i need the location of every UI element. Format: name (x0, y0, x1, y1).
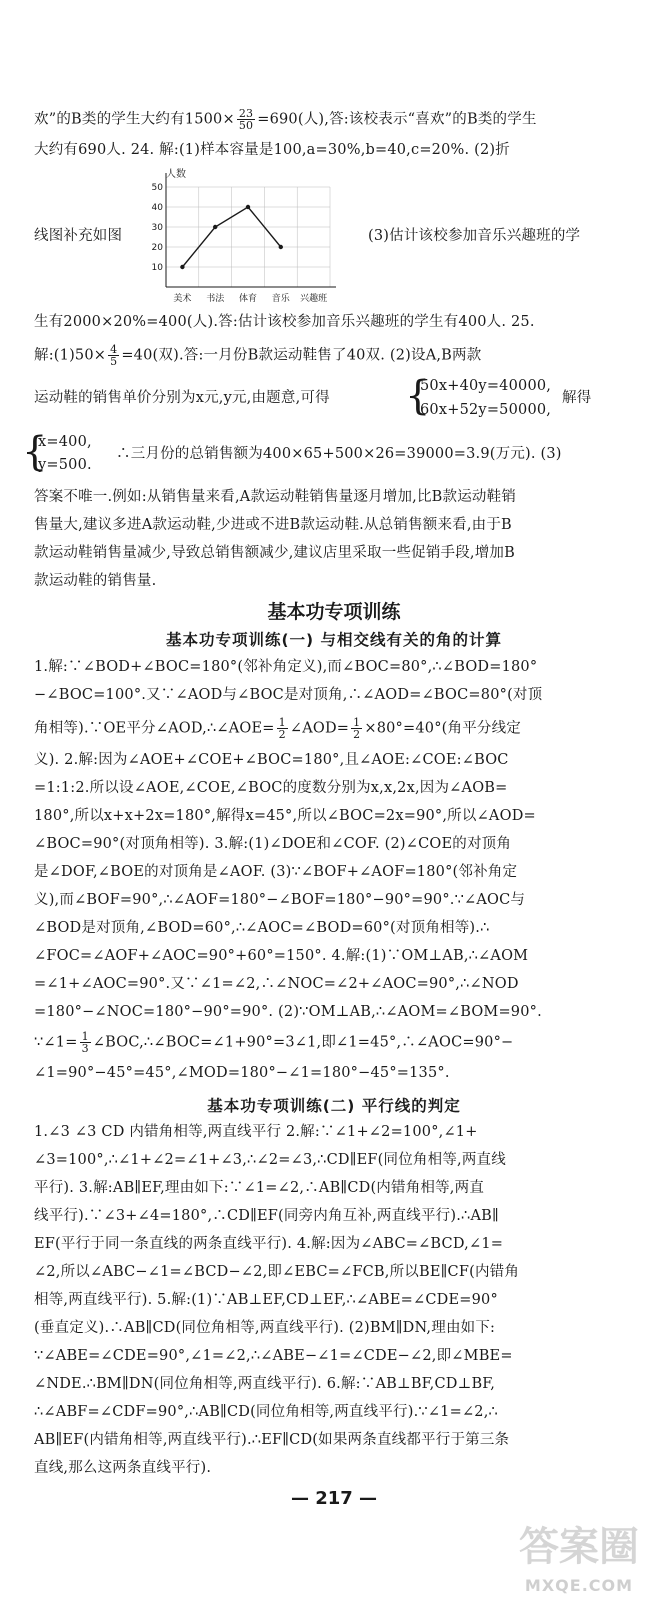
text-line: ∴∠ABF=∠CDF=90°,∴AB∥CD(同位角相等,两直线平行).∵∠1=∠2,∴ (34, 1404, 498, 1420)
text-line: ∴三月份的总销售额为400×65+500×26=39000=3.9(万元). (3) (116, 446, 562, 462)
chart-ytick-label: 10 (151, 263, 163, 273)
solution-brace: { (22, 429, 48, 475)
text-line: 款运动鞋的销售量. (34, 573, 157, 589)
text-line: =∠1+∠AOC=90°.又∵∠1=∠2,∴∠NOC=∠2+∠AOC=90°,∴∠NOD (34, 976, 519, 992)
equation: 60x+52y=50000, (420, 402, 552, 418)
subsection-title: 基本功专项训练(二) 平行线的判定 (207, 1097, 461, 1115)
watermark-glyphs: 答案圈 (519, 1524, 639, 1570)
fraction: $\frac{1}{2}$ (278, 717, 286, 740)
text-line: 是∠DOF,∠BOE的对顶角是∠AOF. (3)∵∠BOF+∠AOF=180°(邻补角定 (34, 864, 518, 880)
chart-xtick-label: 音乐 (271, 294, 290, 304)
chart-ytick-label: 40 (151, 203, 163, 213)
text-line: 大约有690人. 24. 解:(1)样本容量是100,a=30%,b=40,c=20%. (2)折 (34, 142, 510, 158)
text-line: (3)估计该校参加音乐兴趣班的学 (368, 228, 581, 244)
text-line: 相等,两直线平行). 5.解:(1)∵AB⊥EF,CD⊥EF,∴∠ABE=∠CDE=90° (34, 1292, 498, 1308)
chart-ytick-label: 30 (151, 223, 163, 233)
text-line: ∠1=90°−45°=45°,∠MOD=180°−∠1=180°−45°=135°. (34, 1065, 450, 1081)
watermark-url: MXQE.COM (524, 1576, 634, 1595)
fraction: $\frac{1}{3}$ (81, 1031, 89, 1054)
text-line: ∠3=100°,∴∠1+∠2=∠1+∠3,∴∠2=∠3,∴CD∥EF(同位角相等,两直线 (34, 1152, 506, 1168)
text-line: 义),而∠BOF=90°,∴∠AOF=180°−∠BOF=180°−90°=90°.∵∠AOC与 (34, 892, 526, 908)
chart-xtick-label: 美术 (173, 294, 192, 304)
chart-ytick-label: 50 (151, 183, 163, 193)
text-line: =1:1:2.所以设∠AOE,∠COE,∠BOC的度数分别为x,x,2x,因为∠AOB= (34, 780, 508, 796)
subsection-title: 基本功专项训练(一) 与相交线有关的角的计算 (165, 631, 503, 649)
text-line: 运动鞋的销售单价分别为x元,y元,由题意,可得 (34, 390, 330, 406)
chart-ylabel: 人数 (166, 169, 186, 180)
chart-data-point (279, 245, 283, 249)
chart-ytick-label: 20 (151, 243, 163, 253)
chart-data-point (180, 265, 184, 269)
text-line: 角相等).∵OE平分∠AOD,∴∠AOE= $\frac{1}{2}$ ∠AOD= $\frac{1}{2}$ ×80°=40°(角平分线定 (34, 717, 522, 740)
text-line: AB∥EF(内错角相等,两直线平行).∴EF∥CD(如果两条直线都平行于第三条 (34, 1432, 510, 1448)
text-line: ∠2,所以∠ABC−∠1=∠BCD−∠2,即∠EBC=∠FCB,所以BE∥CF(内错角 (34, 1264, 520, 1280)
text-line: 解得 (562, 390, 592, 406)
equation: x=400, (38, 434, 92, 450)
watermark-logo (504, 1515, 654, 1595)
text-line: ∠BOC=90°(对顶角相等). 3.解:(1)∠DOE和∠COF. (2)∠COE的对顶角 (34, 836, 512, 852)
chart-data-point (246, 205, 250, 209)
equation: y=500. (38, 457, 92, 473)
text-line: ∠BOD是对顶角,∠BOD=60°,∴∠AOC=∠BOD=60°(对顶角相等).∴ (34, 920, 490, 936)
fraction: $\frac{4}{5}$ (110, 344, 118, 367)
text-line: 款运动鞋销售量减少,导致总销售额减少,建议店里采取一些促销手段,增加B (34, 545, 515, 561)
equation-brace: { (405, 373, 431, 419)
text-line: 答案不唯一.例如:从销售量来看,A款运动鞋销售量逐月增加,比B款运动鞋销 (34, 489, 517, 505)
equation: 50x+40y=40000, (420, 378, 552, 394)
chart-xtick-label: 体育 (238, 294, 258, 304)
text-line: ∠NDE.∴BM∥DN(同位角相等,两直线平行). 6.解:∵AB⊥BF,CD⊥BF, (34, 1376, 496, 1392)
text-line: 义). 2.解:因为∠AOE+∠COE+∠BOC=180°,且∠AOE:∠COE:∠BOC (34, 752, 509, 768)
text-line: EF(平行于同一条直线的两条直线平行). 4.解:因为∠ABC=∠BCD,∠1= (34, 1236, 504, 1252)
text-line: 直线,那么这两条直线平行). (34, 1460, 212, 1476)
text-line: 1.∠3 ∠3 CD 内错角相等,两直线平行 2.解:∵∠1+∠2=100°,∠1+ (34, 1124, 478, 1140)
text-line: 线平行).∵∠3+∠4=180°,∴CD∥EF(同旁内角互补,两直线平行).∴AB∥ (34, 1208, 499, 1224)
chart-xtick-label: 书法 (206, 294, 225, 304)
chart-data-point (213, 225, 217, 229)
text-line: 生有2000×20%=400(人).答:估计该校参加音乐兴趣班的学生有400人. 25. (34, 314, 535, 330)
text-line: ∠FOC=∠AOF+∠AOC=90°+60°=150°. 4.解:(1)∵OM⊥AB,∴∠AOM (34, 948, 529, 964)
text-line: 平行). 3.解:AB∥EF,理由如下:∵∠1=∠2,∴AB∥CD(内错角相等,两直 (34, 1180, 485, 1196)
text-line: ∵∠ABE=∠CDE=90°,∠1=∠2,∴∠ABE−∠1=∠CDE−∠2,即∠MBE= (34, 1348, 513, 1364)
text-line: 欢”的B类的学生大约有1500× $\frac{23}{50}$ =690(人),答:该校表示“喜欢”的B类的学生 (34, 108, 537, 131)
chart-xtick-label: 兴趣班 (300, 294, 328, 304)
text-line: (垂直定义).∴AB∥CD(同位角相等,两直线平行). (2)BM∥DN,理由如下: (34, 1320, 496, 1336)
text-line: =180°−∠NOC=180°−90°=90°. (2)∵OM⊥AB,∴∠AOM=∠BOM=90°. (34, 1004, 542, 1020)
text-line: 1.解:∵∠BOD+∠BOC=180°(邻补角定义),而∠BOC=80°,∴∠BOD=180° (34, 659, 538, 675)
line-chart (140, 165, 340, 310)
text-line: ∵∠1= $\frac{1}{3}$ ∠BOC,∴∠BOC=∠1+90°=3∠1,即∠1=45°,∴∠AOC=90°− (34, 1031, 514, 1054)
text-line: 售量大,建议多进A款运动鞋,少进或不进B款运动鞋.从总销售额来看,由于B (34, 517, 512, 533)
text-line: −∠BOC=100°.又∵∠AOD与∠BOC是对顶角,∴∠AOD=∠BOC=80°(对顶 (34, 687, 543, 703)
text-line: 解:(1)50× $\frac{4}{5}$ =40(双).答:一月份B款运动鞋售了40双. (2)设A,B两款 (34, 344, 482, 367)
text-line: 180°,所以x+x+2x=180°,解得x=45°,所以∠BOC=2x=90°,所以∠AOD= (34, 808, 536, 824)
fraction: $\frac{23}{50}$ (238, 108, 254, 131)
section-title: 基本功专项训练 (267, 601, 401, 623)
fraction: $\frac{1}{2}$ (353, 717, 361, 740)
text-line: 线图补充如图 (34, 228, 123, 244)
page-number: — 217 — (290, 1488, 378, 1509)
